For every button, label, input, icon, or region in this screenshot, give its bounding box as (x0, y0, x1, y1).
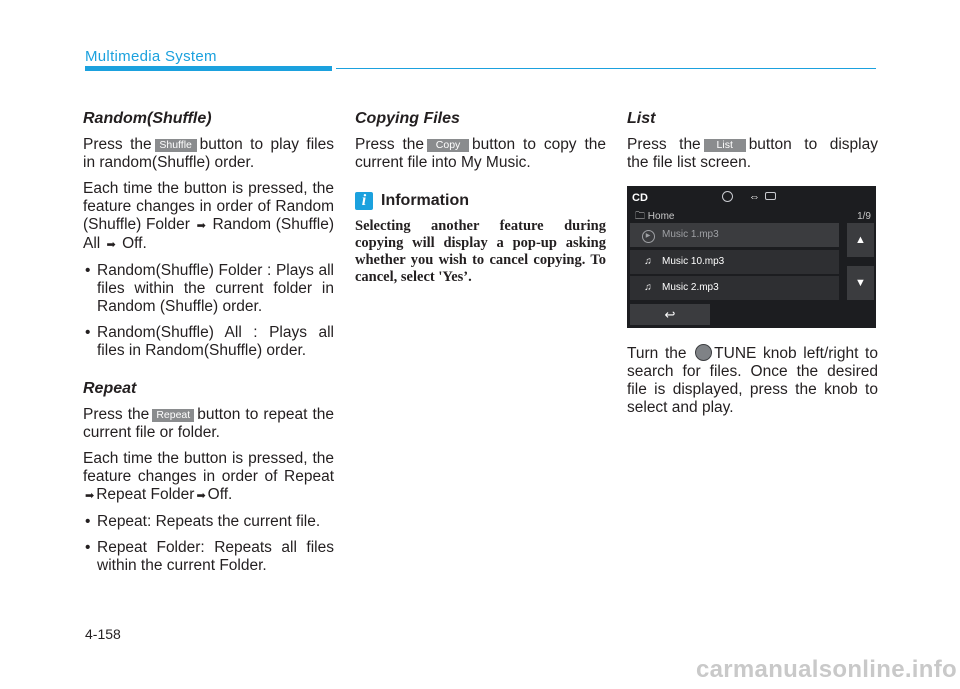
info-icon: i (355, 192, 373, 210)
heading-repeat: Repeat (83, 380, 137, 397)
shuffle-button: Shuffle (155, 139, 197, 152)
list-item: • Random(Shuffle) All : Plays all files in Random(Shuffle) order. (85, 324, 334, 359)
column-right (627, 110, 878, 425)
shuffle-bullet-list (83, 262, 334, 360)
play-icon: ▶ (640, 226, 656, 244)
back-arrow-icon: ↩ (664, 306, 676, 322)
paragraph-repeat-press: Press the Repeat button to repeat the current file or folder. (83, 406, 334, 441)
paragraph-list-press: Press the List button to display the file list screen. (627, 136, 878, 171)
header-rule-thick (85, 66, 332, 71)
tune-knob-icon (695, 344, 712, 361)
arrow-right-icon: ➡ (85, 490, 95, 502)
scroll-down-button[interactable] (847, 266, 874, 300)
paragraph-shuffle-order: Each time the button is pressed, the feature changes in order of Random (Shuffle) Folder ➡ Random (Shuffle) All ➡ Off. (83, 180, 335, 252)
device-icon (765, 192, 776, 200)
repeat-bullet-list (83, 513, 334, 575)
arrow-right-icon: ➡ (106, 239, 116, 251)
information-body: Selecting another feature during copying will display a pop-up asking whether you wish to cancel copying. To cancel, select 'Yes’. (355, 218, 606, 285)
file-list-screen (627, 186, 876, 328)
file-row[interactable]: ♫ Music 10.mp3 (630, 250, 839, 274)
section-title: Multimedia System (85, 48, 217, 65)
scroll-up-button[interactable] (847, 223, 874, 257)
copy-button: Copy (427, 139, 469, 152)
list-button: List (704, 139, 746, 152)
disc-icon (722, 191, 733, 202)
paragraph-shuffle-press: Press the Shuffle button to play files in random(Shuffle) order. (83, 136, 334, 171)
music-note-icon: ♫ (644, 256, 652, 267)
folder-icon: 🗀 (635, 211, 645, 222)
header-rule-thin (336, 68, 876, 69)
column-middle (355, 110, 606, 286)
source-label: CD (632, 192, 648, 204)
paragraph-copy-press: Press the Copy button to copy the current file into My Music. (355, 136, 606, 171)
information-header (355, 192, 606, 210)
screen-status-bar (627, 186, 876, 206)
column-left (83, 110, 334, 583)
heading-copying-files: Copying Files (355, 110, 460, 127)
repeat-button: Repeat (152, 409, 194, 422)
watermark: carmanualsonline.info (695, 656, 957, 683)
triangle-up-icon: ▲ (855, 234, 866, 246)
back-button[interactable] (630, 304, 710, 325)
file-row[interactable]: ♫ Music 2.mp3 (630, 276, 839, 300)
paragraph-repeat-order: Each time the button is pressed, the feature changes in order of Repeat ➡ Repeat Folder ➡ Off. (83, 450, 334, 503)
information-title: Information (381, 192, 469, 209)
heading-shuffle: Random(Shuffle) (83, 110, 212, 127)
file-row[interactable]: ▶ Music 1.mp3 (630, 223, 839, 247)
list-item: • Repeat Folder: Repeats all files within the current Folder. (85, 539, 334, 574)
page-indicator: 1/9 (857, 211, 871, 222)
page-number: 4-158 (85, 626, 121, 642)
music-note-icon: ♫ (644, 282, 652, 293)
heading-list: List (627, 110, 656, 127)
arrow-right-icon: ➡ (196, 490, 206, 502)
usb-icon: ⇔ (749, 191, 760, 203)
arrow-right-icon: ➡ (196, 220, 206, 232)
paragraph-tune: Turn the TUNE knob left/right to search for files. Once the desired file is displayed, press the knob to select and play. (627, 345, 878, 416)
list-item: • Random(Shuffle) Folder : Plays all files within the current folder in Random (Shuffle) order. (85, 262, 334, 315)
triangle-down-icon: ▼ (855, 277, 866, 289)
list-item: • Repeat: Repeats the current file. (85, 513, 321, 530)
folder-path: 🗀 Home (635, 211, 675, 222)
